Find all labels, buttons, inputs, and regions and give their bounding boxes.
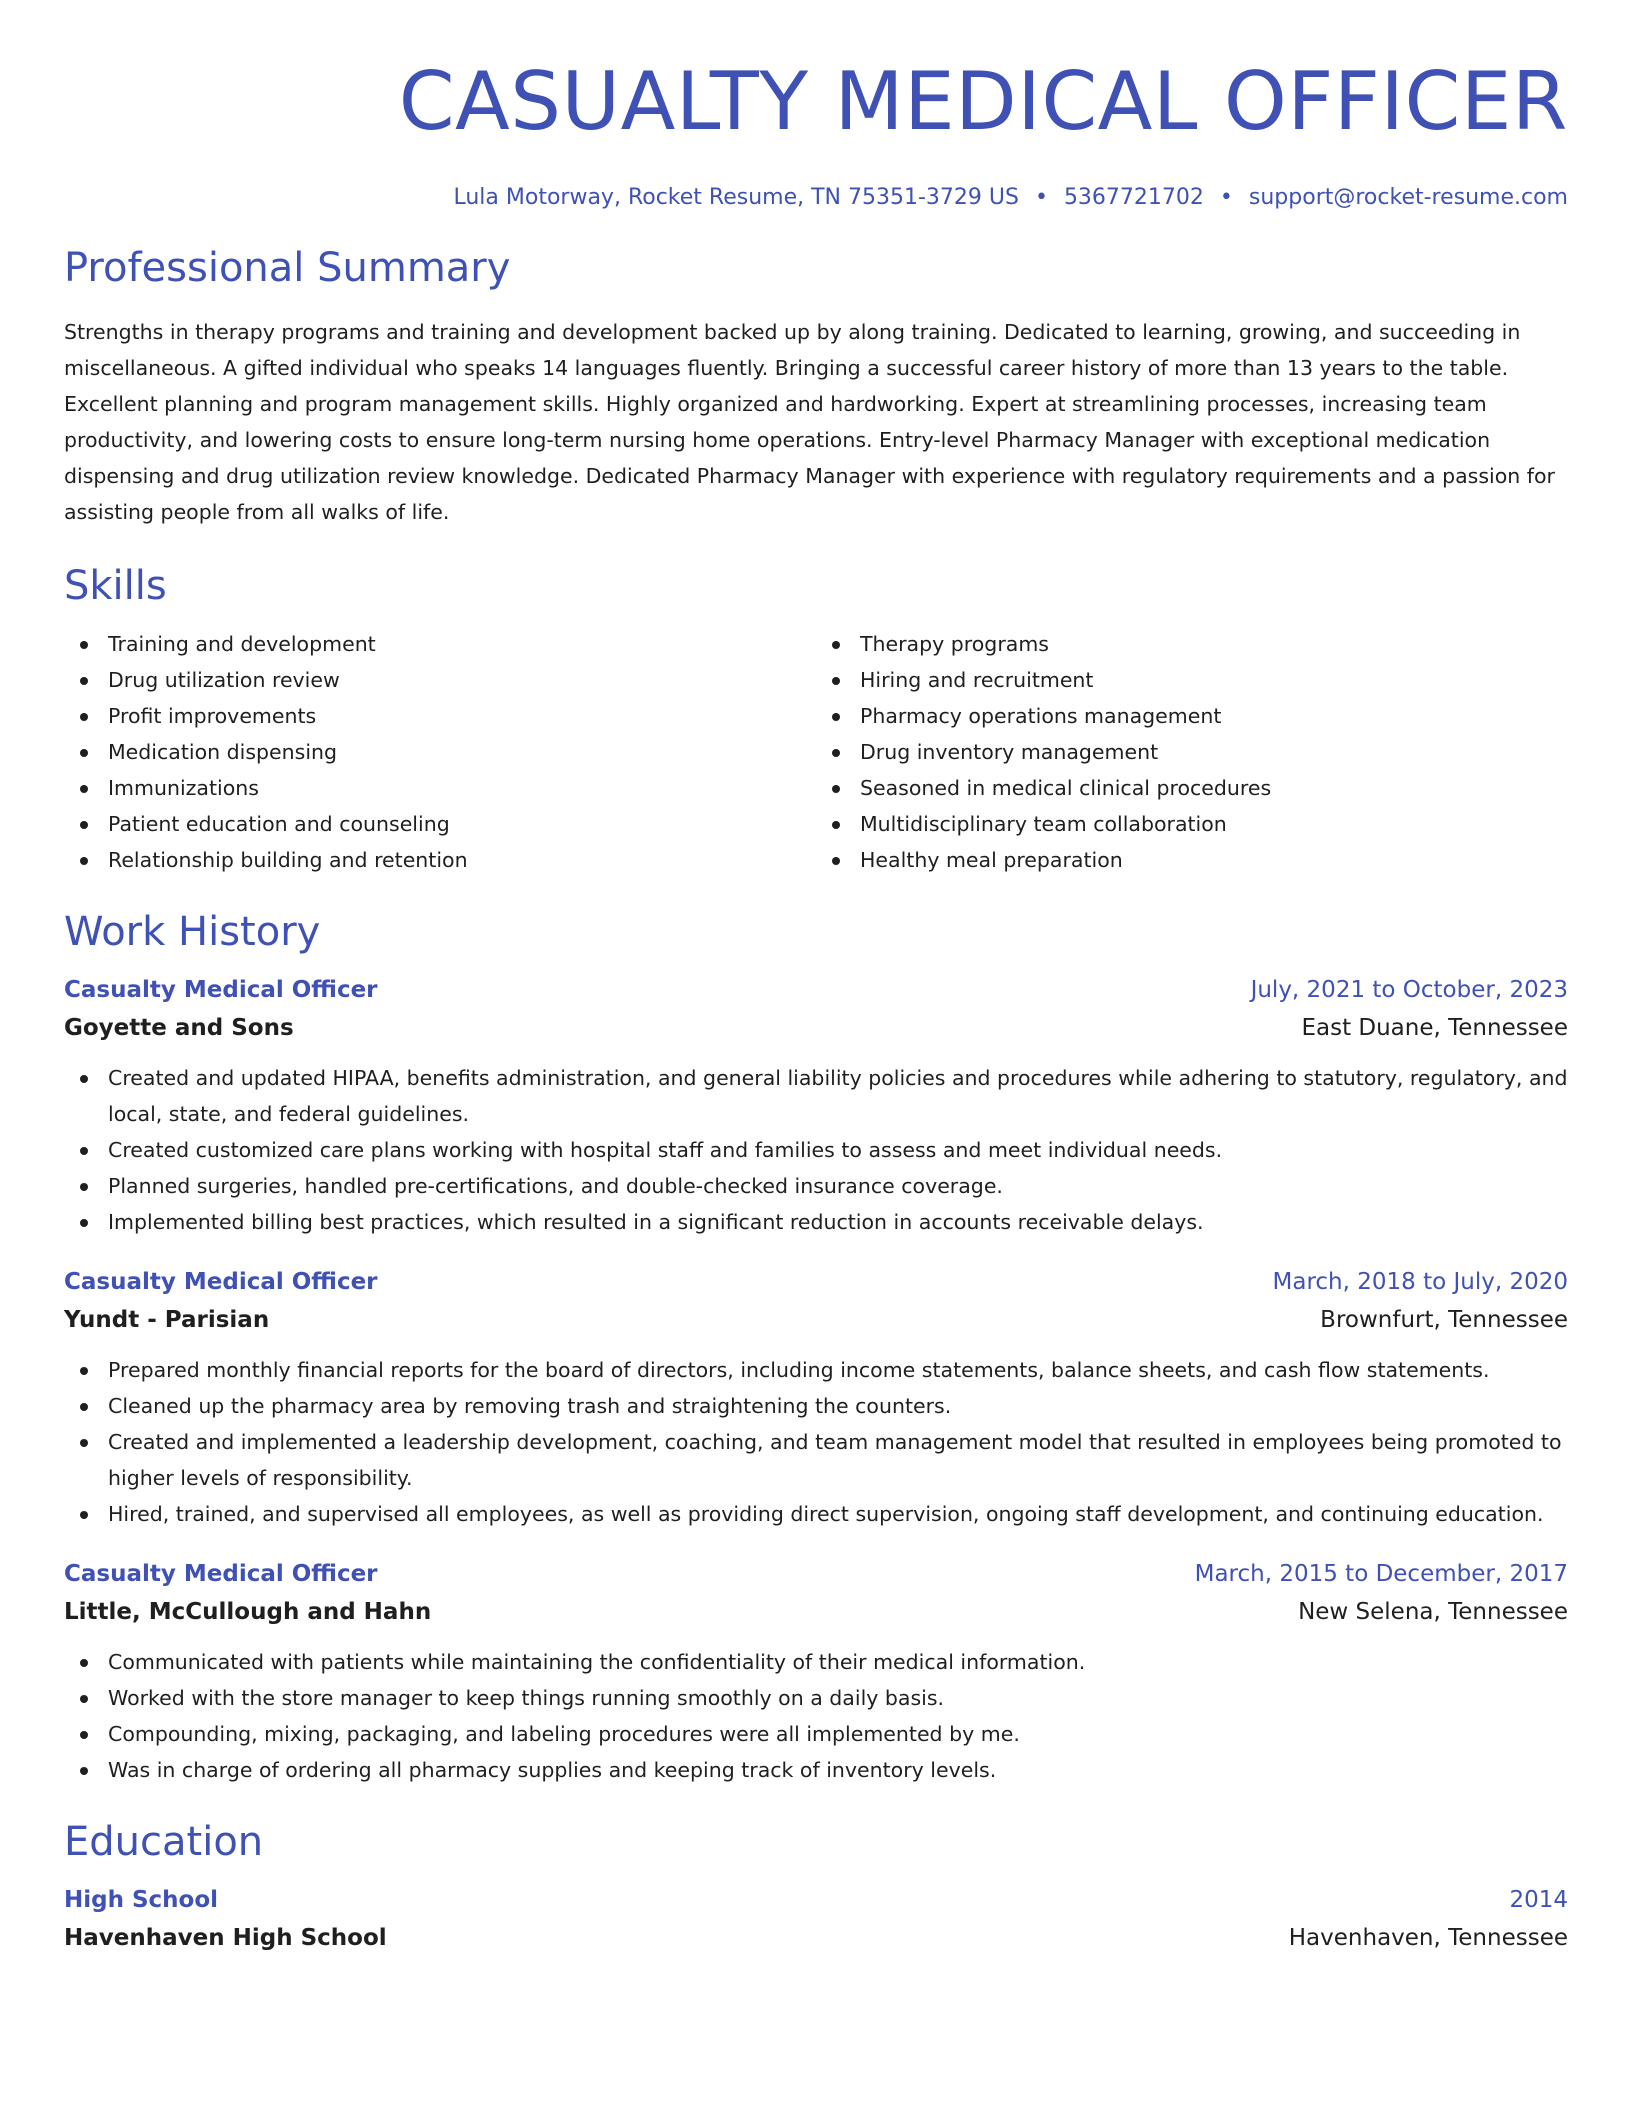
duty-item: Compounding, mixing, packaging, and labeling procedures were all implemented by me. [64, 1716, 1568, 1752]
skill-item: Training and development [64, 626, 816, 662]
job-dates: March, 2018 to July, 2020 [1272, 1269, 1568, 1295]
skill-item: Patient education and counseling [64, 806, 816, 842]
job-location: New Selena, Tennessee [1298, 1599, 1568, 1625]
job-title: Casualty Medical Officer [64, 1561, 378, 1587]
skills-section [64, 560, 1568, 878]
duty-item: Created and implemented a leadership development, coaching, and team management model that resulted in employees being promoted to higher levels of responsibility. [64, 1424, 1568, 1496]
employer-row [64, 1300, 1568, 1340]
education-entry [64, 1882, 1568, 1958]
school-row [64, 1918, 1568, 1958]
job-title: Casualty Medical Officer [64, 977, 378, 1003]
duty-item: Prepared monthly financial reports for the board of directors, including income statements, balance sheets, and cash flow statements. [64, 1352, 1568, 1388]
job-title: Casualty Medical Officer [64, 1269, 378, 1295]
school-location: Havenhaven, Tennessee [1288, 1925, 1568, 1951]
duty-item: Worked with the store manager to keep things running smoothly on a daily basis. [64, 1680, 1568, 1716]
job-title-row [64, 1264, 1568, 1300]
graduation-year: 2014 [1509, 1887, 1568, 1913]
skill-item: Medication dispensing [64, 734, 816, 770]
duty-item: Cleaned up the pharmacy area by removing trash and straightening the counters. [64, 1388, 1568, 1424]
job-duties [64, 1352, 1568, 1532]
employer-row [64, 1592, 1568, 1632]
skill-item: Seasoned in medical clinical procedures [816, 770, 1568, 806]
duty-item: Implemented billing best practices, which resulted in a significant reduction in accounts receivable delays. [64, 1204, 1568, 1240]
duty-item: Planned surgeries, handled pre-certifications, and double-checked insurance coverage. [64, 1168, 1568, 1204]
duty-item: Created and updated HIPAA, benefits administration, and general liability policies and procedures while adhering to statutory, regulatory, and local, state, and federal guidelines. [64, 1060, 1568, 1132]
summary-text: Strengths in therapy programs and training and development backed up by along training. Dedicated to learning, growing, and succeeding in miscellaneous. A gifted individual who speaks 14 languages fluently. Bringing a successful career history of more than 13 years to the table. Excellent planning and program management skills. Highly organized and hardworking. Expert at streamlining processes, increasing team productivity, and lowering costs to ensure long-term nursing home operations. Entry-level Pharmacy Manager with exceptional medication dispensing and drug utilization review knowledge. Dedicated Pharmacy Manager with experience with regulatory requirements and a passion for assisting people from all walks of life. [64, 320, 1555, 524]
contact-address: Lula Motorway, Rocket Resume, TN 75351-3729 US [453, 185, 1019, 210]
summary-heading: Professional Summary [64, 245, 511, 291]
duty-item: Created customized care plans working with hospital staff and families to assess and meet individual needs. [64, 1132, 1568, 1168]
employer-name: Goyette and Sons [64, 1015, 294, 1041]
duty-item: Hired, trained, and supervised all employees, as well as providing direct supervision, ongoing staff development, and continuing education. [64, 1496, 1568, 1532]
education-heading: Education [64, 1819, 264, 1865]
duty-item: Communicated with patients while maintaining the confidentiality of their medical information. [64, 1644, 1568, 1680]
job-location: East Duane, Tennessee [1301, 1015, 1568, 1041]
contact-separator: • [1034, 185, 1048, 210]
employer-name: Little, McCullough and Hahn [64, 1599, 432, 1625]
contact-separator: • [1219, 185, 1233, 210]
summary-section [64, 242, 1568, 530]
work-history-heading: Work History [64, 909, 321, 955]
skills-list-left [64, 626, 816, 878]
school-name: Havenhaven High School [64, 1925, 387, 1951]
job-duties [64, 1644, 1568, 1788]
job-title-row [64, 1556, 1568, 1592]
job-entry [64, 1556, 1568, 1788]
job-entry [64, 1264, 1568, 1532]
skill-item: Drug inventory management [816, 734, 1568, 770]
job-location: Brownfurt, Tennessee [1320, 1307, 1568, 1333]
skills-heading: Skills [64, 563, 167, 609]
job-duties [64, 1060, 1568, 1240]
skills-column-right [816, 626, 1568, 878]
skills-column-left [64, 626, 816, 878]
degree-row [64, 1882, 1568, 1918]
skill-item: Immunizations [64, 770, 816, 806]
skill-item: Profit improvements [64, 698, 816, 734]
contact-email: support@rocket-resume.com [1248, 185, 1568, 210]
contact-line [64, 182, 1568, 214]
skill-item: Pharmacy operations management [816, 698, 1568, 734]
job-title-row [64, 972, 1568, 1008]
degree-name: High School [64, 1887, 219, 1913]
duty-item: Was in charge of ordering all pharmacy supplies and keeping track of inventory levels. [64, 1752, 1568, 1788]
work-history-section [64, 906, 1568, 1788]
contact-phone: 5367721702 [1063, 185, 1204, 210]
employer-name: Yundt - Parisian [64, 1307, 270, 1333]
skill-item: Relationship building and retention [64, 842, 816, 878]
skill-item: Multidisciplinary team collaboration [816, 806, 1568, 842]
candidate-name: CASUALTY MEDICAL OFFICER [398, 55, 1568, 148]
education-section [64, 1816, 1568, 1958]
job-dates: March, 2015 to December, 2017 [1194, 1561, 1568, 1587]
employer-row [64, 1008, 1568, 1048]
skill-item: Drug utilization review [64, 662, 816, 698]
skill-item: Therapy programs [816, 626, 1568, 662]
skills-list-right [816, 626, 1568, 878]
skill-item: Healthy meal preparation [816, 842, 1568, 878]
skills-grid [64, 626, 1568, 878]
job-dates: July, 2021 to October, 2023 [1250, 977, 1568, 1003]
job-entry [64, 972, 1568, 1240]
skill-item: Hiring and recruitment [816, 662, 1568, 698]
